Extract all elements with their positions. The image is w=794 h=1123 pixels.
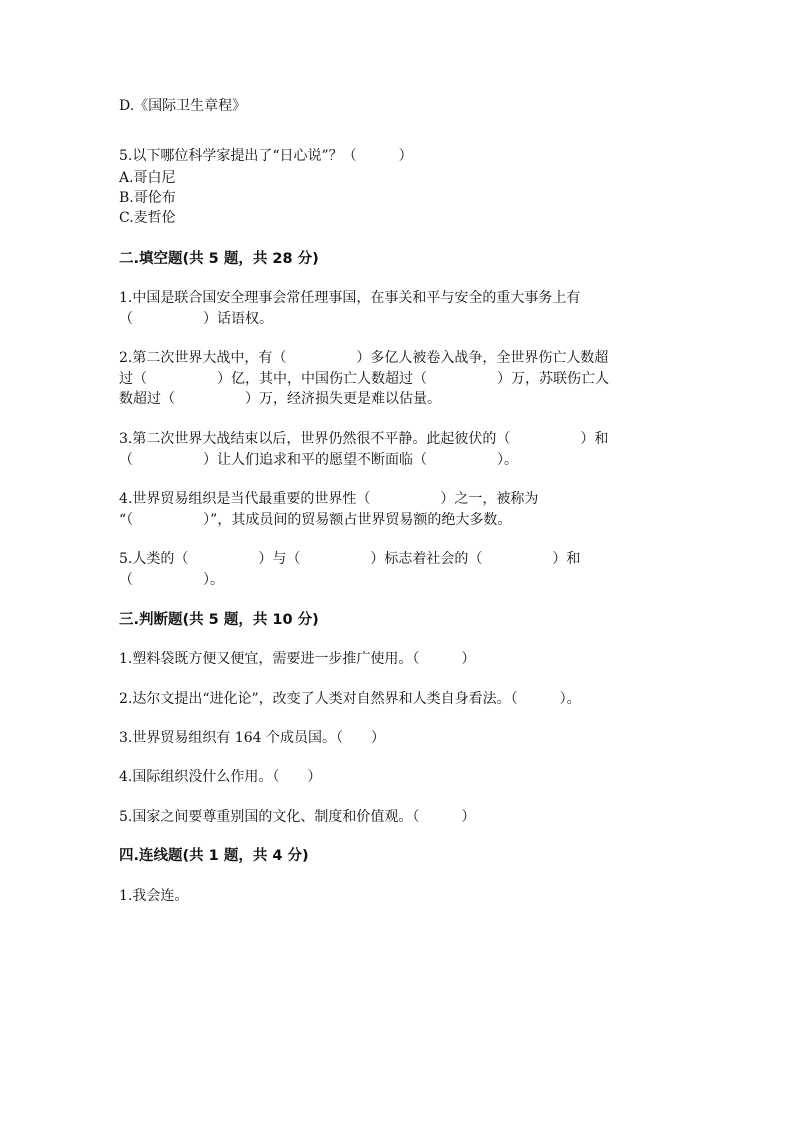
- section-heading-true-false: 三.判断题(共 5 题，共 10 分): [119, 612, 319, 628]
- q5-option-c: C.麦哲伦: [119, 210, 176, 226]
- fill-q2-line3: 数超过（ ）万，经济损失更是难以估量。: [119, 391, 441, 407]
- match-q1: 1.我会连。: [119, 888, 189, 904]
- fill-q5-line2: （ ）。: [119, 572, 224, 588]
- tf-q5: 5.国家之间要尊重别国的文化、制度和价值观。（ ）: [119, 809, 476, 825]
- fill-q1-line2: （ ）话语权。: [119, 311, 273, 327]
- section-heading-fill-blank: 二.填空题(共 5 题，共 28 分): [119, 251, 319, 267]
- tf-q4: 4.国际组织没什么作用。（ ）: [119, 769, 322, 785]
- q5-option-b: B.哥伦布: [119, 190, 176, 206]
- fill-q3-line1: 3.第二次世界大战结束以后，世界仍然很不平静。此起彼伏的（ ）和: [119, 431, 609, 447]
- fill-q2-line1: 2.第二次世界大战中，有（ ）多亿人被卷入战争，全世界伤亡人数超: [119, 350, 609, 366]
- fill-q3-line2: （ ）让人们追求和平的愿望不断面临（ ）。: [119, 452, 518, 468]
- fill-q2-line2: 过（ ）亿，其中，中国伤亡人数超过（ ）万，苏联伤亡人: [119, 371, 609, 387]
- q5-stem: 5.以下哪位科学家提出了“日心说”？（ ）: [119, 148, 413, 164]
- tf-q3: 3.世界贸易组织有 164 个成员国。（ ）: [119, 730, 385, 746]
- section-heading-matching: 四.连线题(共 1 题，共 4 分): [119, 848, 309, 864]
- fill-q4-line1: 4.世界贸易组织是当代最重要的世界性（ ）之一，被称为: [119, 491, 539, 507]
- q4-option-d: D.《国际卫生章程》: [119, 98, 247, 114]
- q5-option-a: A.哥白尼: [119, 170, 176, 186]
- tf-q1: 1.塑料袋既方便又便宜，需要进一步推广使用。（ ）: [119, 651, 476, 667]
- fill-q1-line1: 1.中国是联合国安全理事会常任理事国，在事关和平与安全的重大事务上有: [119, 290, 581, 306]
- fill-q4-line2: “（ ）”，其成员间的贸易额占世界贸易额的绝大多数。: [119, 512, 512, 528]
- tf-q2: 2.达尔文提出“进化论”，改变了人类对自然界和人类自身看法。（ ）。: [119, 691, 581, 707]
- fill-q5-line1: 5.人类的（ ）与（ ）标志着社会的（ ）和: [119, 551, 581, 567]
